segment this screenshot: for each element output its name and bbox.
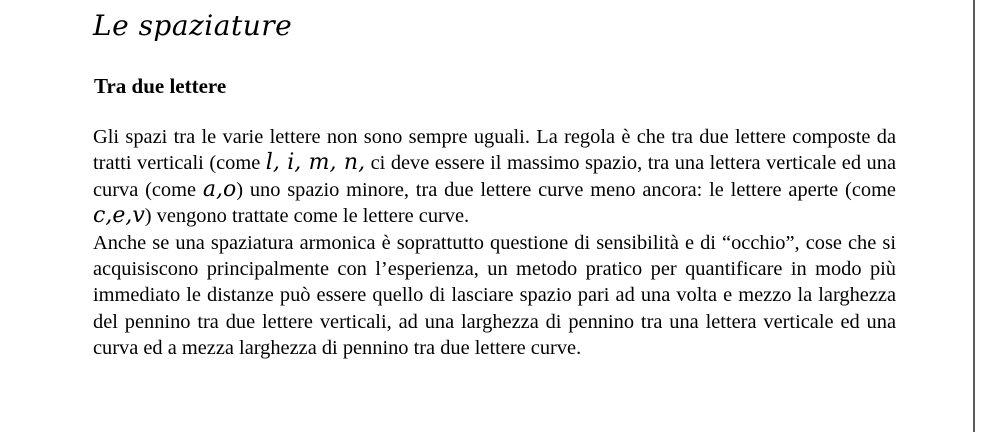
example-open-letters: c,e,v — [93, 203, 145, 229]
body-text — [93, 124, 896, 362]
section-subtitle: Tra due lettere — [94, 74, 227, 98]
example-curved-letters: a,o — [202, 176, 237, 202]
paragraph-letter-spacing-rule — [93, 124, 896, 230]
paragraph-text: Gli spazi tra le varie lettere non sono sempre uguali. La regola è che tra due lettere composte da tratti verticali (come — [93, 126, 896, 175]
section-title: Le spaziature — [93, 9, 293, 42]
paragraph-text: ) uno spazio minore, tra due lettere curve meno ancora: le lettere aperte (come — [236, 178, 896, 201]
paragraph-text: ) vengono trattate come le lettere curve. — [144, 205, 470, 228]
example-vertical-letters: l, i, m, n, — [265, 150, 366, 176]
paragraph-practical-method: Anche se una spaziatura armonica è soprattutto questione di sensibilità e di “occhio”, cose che si acquisiscono principalmente con l’esperienza, un metodo pratico per quantificare in modo più immediato le distanze può essere quello di lasciare spazio pari ad una volta e mezzo la larghezza del pennino tra due lettere verticali, ad una larghezza di pennino tra una lettera verticale ed una curva ed a mezza larghezza di pennino tra due lettere curve. — [93, 231, 896, 360]
paragraph-text: ci deve essere il massimo spazio, tra una lettera verticale ed una curva (come — [93, 152, 896, 201]
